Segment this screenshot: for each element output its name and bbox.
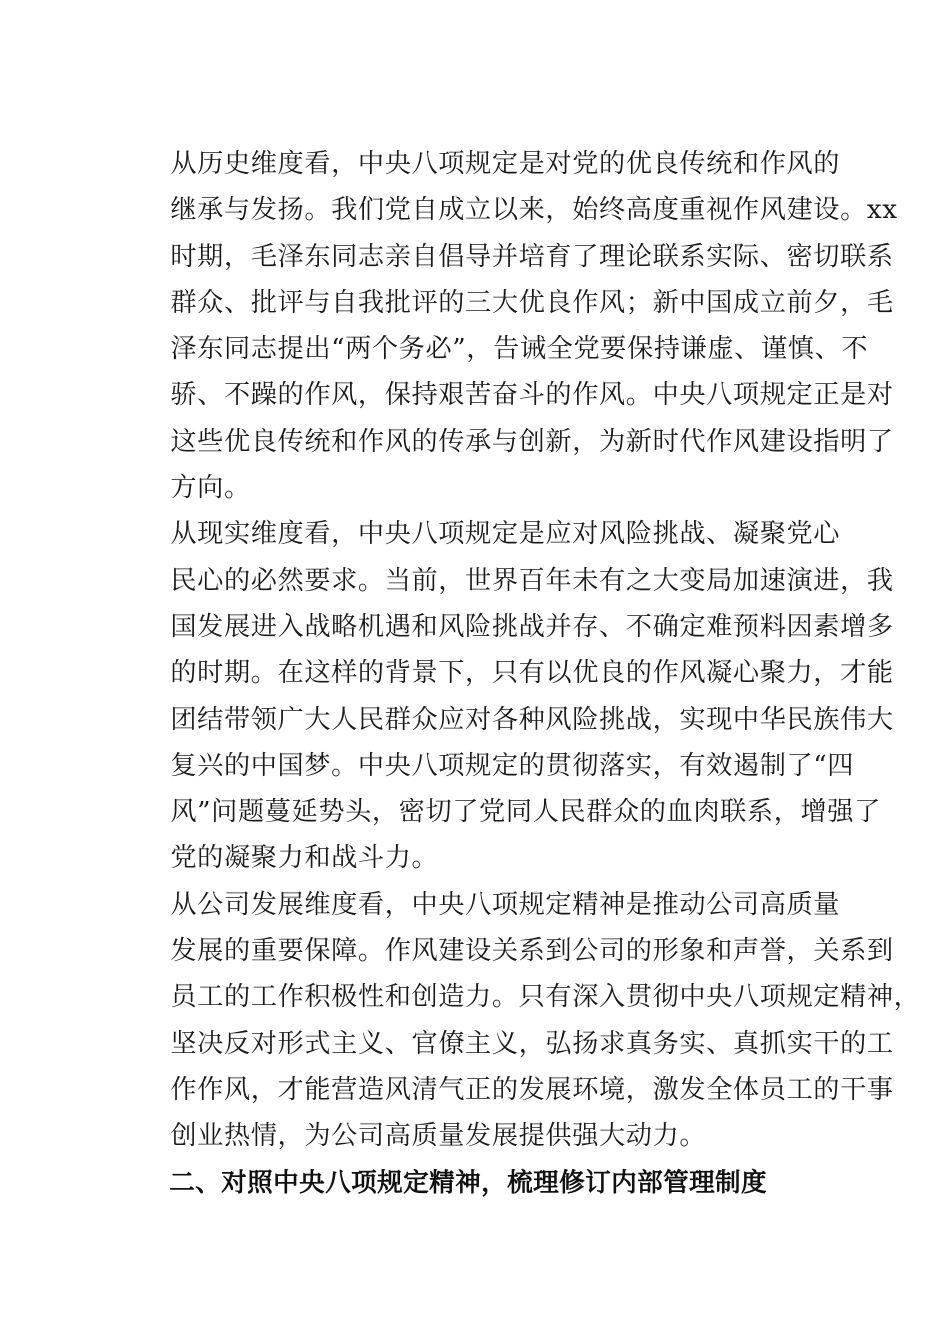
text-line: 发展的重要保障。作风建设关系到公司的形象和声誉，关系到 — [170, 936, 894, 967]
text-line: 员工的工作积极性和创造力。只有深入贯彻中央八项规定精神， — [170, 982, 921, 1013]
text-line: 时期，毛泽东同志亲自倡导并培育了理论联系实际、密切联系 — [170, 241, 894, 272]
paragraph-practical-dimension — [118, 511, 894, 881]
section-heading: 二、对照中央八项规定精神，梳理修订内部管理制度 — [169, 1168, 768, 1199]
text-line: 国发展进入战略机遇和风险挑战并存、不确定难预料因素增多 — [170, 611, 894, 642]
text-line: 从历史维度看，中央八项规定是对党的优良传统和作风的 — [170, 149, 841, 179]
text-line: 从现实维度看，中央八项规定是应对风险挑战、凝聚党心 — [170, 519, 841, 550]
text-line: 继承与发扬。我们党自成立以来，始终高度重视作风建设。xx — [170, 195, 898, 226]
text-line: 群众、批评与自我批评的三大优良作风；新中国成立前夕，毛 — [170, 287, 894, 318]
text-line: 泽东同志提出“两个务必”，告诫全党要保持谦虚、谨慎、不 — [170, 334, 869, 365]
document-body — [118, 141, 921, 1206]
paragraph-historical-dimension — [118, 141, 898, 511]
text-line: 风”问题蔓延势头，密切了党同人民群众的血肉联系，增强了 — [170, 797, 881, 828]
text-line: 方向。 — [170, 473, 251, 504]
text-line: 复兴的中国梦。中央八项规定的贯彻落实，有效遏制了“四 — [170, 750, 855, 781]
text-line: 坚决反对形式主义、官僚主义，弘扬求真务实、真抓实干的工 — [170, 1028, 894, 1059]
text-line: 党的凝聚力和战斗力。 — [170, 843, 439, 874]
text-line: 骄、不躁的作风，保持艰苦奋斗的作风。中央八项规定正是对 — [170, 380, 894, 411]
text-line: 团结带领广大人民群众应对各种风险挑战，实现中华民族伟大 — [170, 704, 894, 735]
text-line: 从公司发展维度看，中央八项规定精神是推动公司高质量 — [170, 889, 841, 920]
text-line: 作作风，才能营造风清气正的发展环境，激发全体员工的干事 — [170, 1074, 894, 1105]
text-line: 的时期。在这样的背景下，只有以优良的作风凝心聚力，才能 — [170, 658, 894, 689]
text-line: 民心的必然要求。当前，世界百年未有之大变局加速演进，我 — [170, 565, 894, 596]
text-line: 创业热情，为公司高质量发展提供强大动力。 — [170, 1121, 707, 1152]
text-line: 这些优良传统和作风的传承与创新，为新时代作风建设指明了 — [170, 426, 894, 457]
paragraph-company-dimension — [118, 882, 921, 1160]
